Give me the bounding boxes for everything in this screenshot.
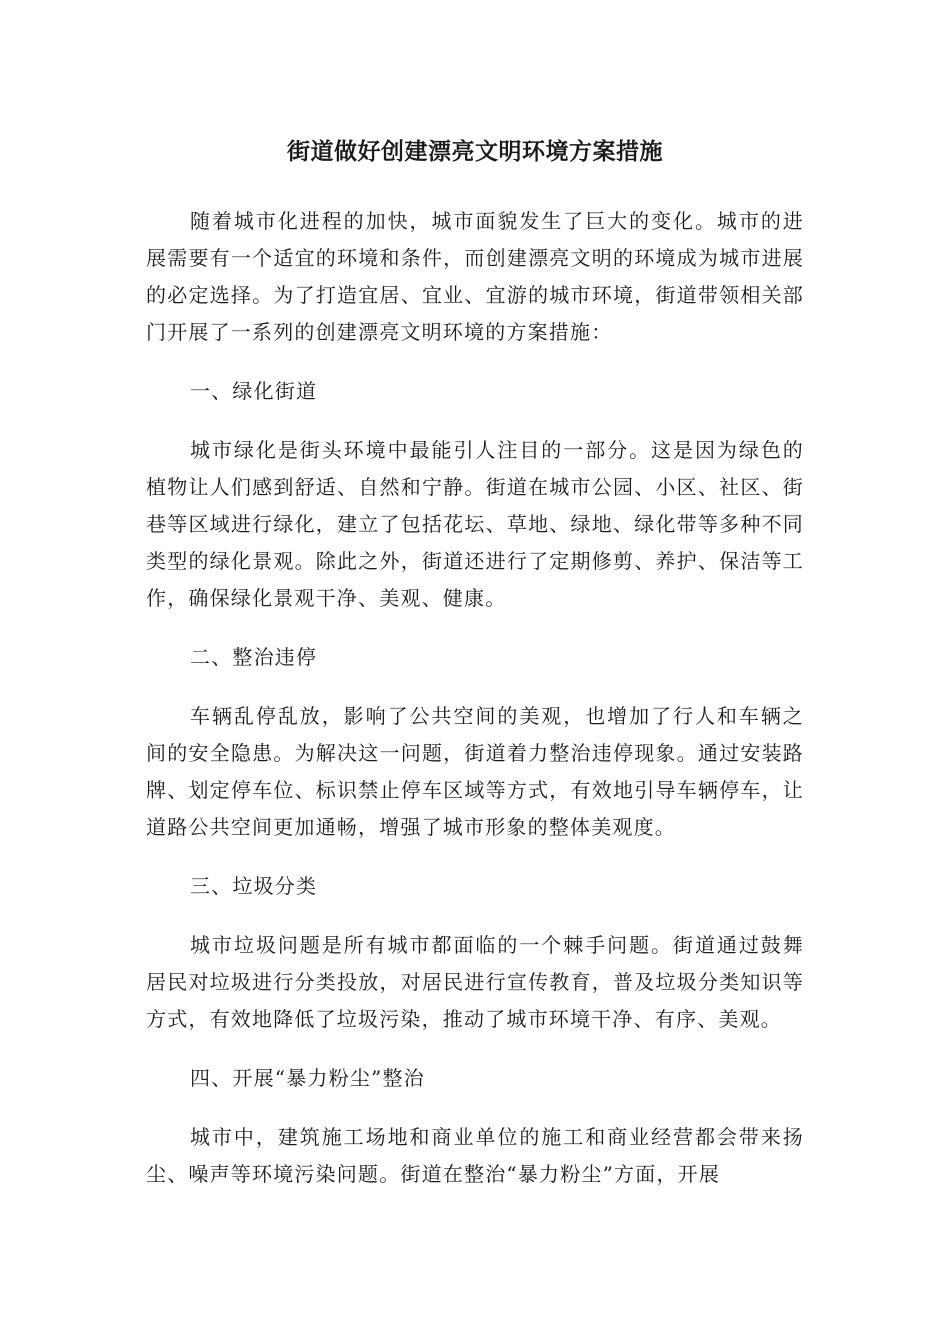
parking-paragraph: 车辆乱停乱放，影响了公共空间的美观，也增加了行人和车辆之间的安全隐患。为解决这一问题，街道着力整治违停现象。通过安装路牌、划定停车位、标识禁止停车区域等方式，有效地引导车辆停车，让道路公共空间更加通畅，增强了城市形象的整体美观度。 [146,704,804,839]
section-heading-garbage: 三、垃圾分类 [190,874,318,898]
section-heading-parking: 二、整治违停 [190,645,318,669]
section-heading-dust: 四、开展“暴力粉尘”整治 [190,1066,425,1090]
intro-paragraph: 随着城市化进程的加快，城市面貌发生了巨大的变化。城市的进展需要有一个适宜的环境和条件，而创建漂亮文明的环境成为城市进展的必定选择。为了打造宜居、宜业、宜游的城市环境，街道带领相关部门开展了一系列的创建漂亮文明环境的方案措施： [146,209,804,344]
dust-paragraph: 城市中，建筑施工场地和商业单位的施工和商业经营都会带来扬尘、噪声等环境污染问题。街道在整治“暴力粉尘”方面，开展 [146,1125,804,1186]
document-title: 街道做好创建漂亮文明环境方案措施 [287,139,663,165]
section-heading-greening: 一、绿化街道 [190,379,318,403]
garbage-paragraph: 城市垃圾问题是所有城市都面临的一个棘手问题。街道通过鼓舞居民对垃圾进行分类投放，对居民进行宣传教育，普及垃圾分类知识等方式，有效地降低了垃圾污染，推动了城市环境干净、有序、美观。 [146,933,804,1031]
greening-paragraph: 城市绿化是街头环境中最能引人注目的一部分。这是因为绿色的植物让人们感到舒适、自然和宁静。街道在城市公园、小区、社区、街巷等区域进行绿化，建立了包括花坛、草地、绿地、绿化带等多种不同类型的绿化景观。除此之外，街道还进行了定期修剪、养护、保洁等工作，确保绿化景观干净、美观、健康。 [146,438,804,610]
document-body [146,203,804,1215]
